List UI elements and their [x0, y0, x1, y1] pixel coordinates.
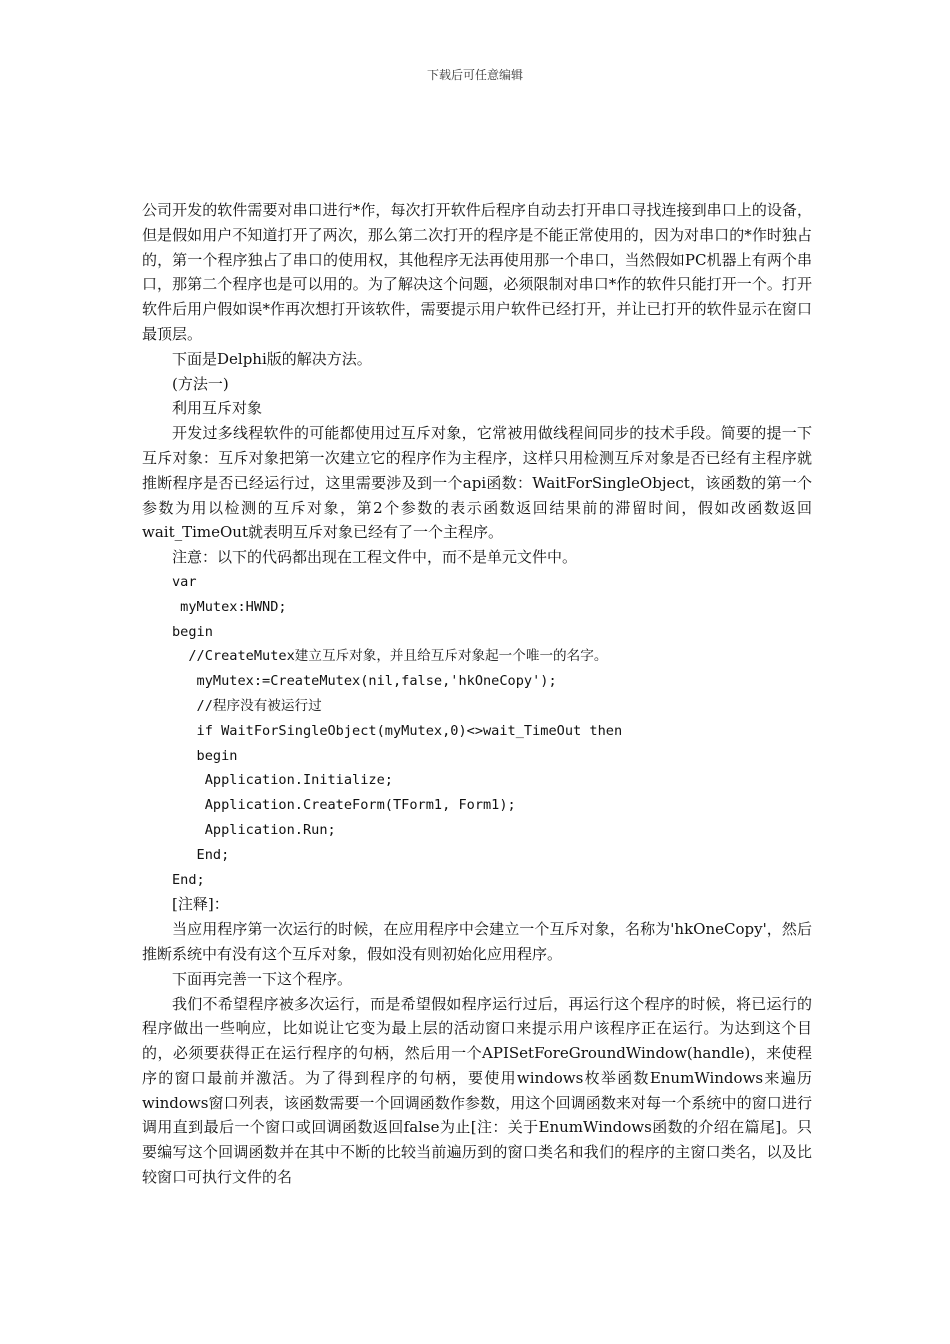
code-line: var [172, 573, 197, 590]
page-header-note: 下载后可任意编辑 [426, 68, 523, 82]
code-line: //CreateMutex建立互斥对象，并且给互斥对象起一个唯一的名字。 [172, 648, 608, 665]
code-line: End; [172, 871, 205, 888]
code-line: Application.CreateForm(TForm1, Form1); [172, 797, 516, 814]
code-line: myMutex:HWND; [172, 598, 287, 615]
paragraph-method-one: (方法一) [172, 374, 229, 393]
code-line: //程序没有被运行过 [172, 697, 322, 714]
paragraph-note-text: 当应用程序第一次运行的时候，在应用程序中会建立一个互斥对象，名称为'hkOneCopy'，然后推断系统中有没有这个互斥对象，假如没有则初始化应用程序。 [142, 920, 812, 963]
code-line: begin [172, 623, 213, 640]
paragraph-intro: 公司开发的软件需要对串口进行*作，每次打开软件后程序自动去打开串口寻找连接到串口上的设备，但是假如用户不知道打开了两次，那么第二次打开的程序是不能正常使用的，因为对串口的*作时独占的，第一个程序独占了串口的使用权，其他程序无法再使用那一个串口，当然假如PC机器上有两个串口，那第二个程序也是可以用的。为了解决这个问题，必须限制对串口*作的软件只能打开一个。打开软件后用户假如误*作再次想打开该软件，需要提示用户软件已经打开，并让已打开的软件显示在窗口最顶层。 [142, 201, 812, 343]
paragraph-code-note: 注意：以下的代码都出现在工程文件中，而不是单元文件中。 [172, 548, 578, 567]
code-line: myMutex:=CreateMutex(nil,false,'hkOneCopy'); [172, 673, 557, 690]
paragraph-note-label: [注释]： [172, 895, 229, 914]
code-line: Application.Initialize; [172, 772, 393, 789]
code-line: Application.Run; [172, 821, 336, 838]
paragraph-delphi-solution: 下面是Delphi版的解决方法。 [172, 349, 372, 368]
paragraph-mutex-explanation: 开发过多线程软件的可能都使用过互斥对象，它常被用做线程间同步的技术手段。简要的提一下互斥对象：互斥对象把第一次建立它的程序作为主程序，这样只用检测互斥对象是否已经有主程序就推断程序是否已经运行过，这里需要涉及到一个api函数：WaitForSingleObject，该函数的第一个参数为用以检测的互斥对象，第2个参数的表示函数返回结果前的滞留时间，假如改函数返回wait_TimeOut就表明互斥对象已经有了一个主程序。 [142, 424, 812, 542]
paragraph-mutex-title: 利用互斥对象 [172, 399, 263, 418]
paragraph-enumwindows: 我们不希望程序被多次运行，而是希望假如程序运行过后，再运行这个程序的时候，将已运行的程序做出一些响应，比如说让它变为最上层的活动窗口来提示用户该程序正在运行。为达到这个目的，必须要获得正在运行程序的句柄，然后用一个APISetForeGroundWindow(handle)，来使程序的窗口最前并激活。为了得到程序的句柄，要使用windows枚举函数EnumWindows来遍历windows窗口列表，该函数需要一个回调函数作参数，用这个回调函数来对每一个系统中的窗口进行调用直到最后一个窗口或回调函数返回false为止[注：关于EnumWindows函数的介绍在篇尾]。只要编写这个回调函数并在其中不断的比较当前遍历到的窗口类名和我们的程序的主窗口类名，以及比较窗口可执行文件的名 [142, 994, 812, 1187]
paragraph-improve: 下面再完善一下这个程序。 [172, 969, 353, 988]
code-line: begin [172, 747, 238, 764]
code-line: End; [172, 846, 230, 863]
document-body [142, 198, 812, 1190]
code-line: if WaitForSingleObject(myMutex,0)<>wait_TimeOut then [172, 722, 623, 739]
code-block [142, 570, 812, 892]
